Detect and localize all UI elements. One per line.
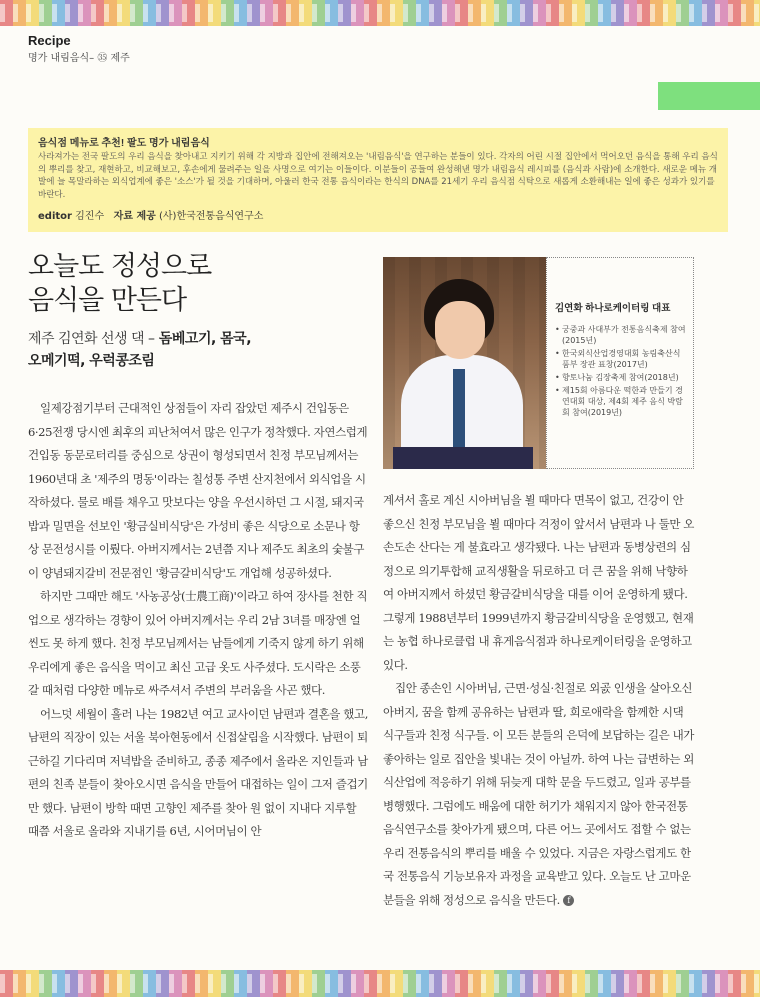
intro-body: 사라져가는 전국 팔도의 우리 음식을 찾아내고 지키기 위해 각 지방과 집안에 전해져오는 '내림음식'을 연구하는 분들이 있다. 각자의 어린 시절 집안에서 먹어오던 음식을 통해 우리 음식의 뿌리를 찾고, 재현하고, 비교해보고, 후손에게 물려주는 일을 사명으로 여기는 이들이다. 이분들이 공들여 완성해낸 명가 내림음식 레시피를 (음식과 사람)에 소개한다. 새로운 메뉴 개발에 늘 목말라하는 외식업계에 좋은 '소스'가 될 것을 기대하며, 아울러 한국 전통 음식이라는 한식의 DNA를 21세기 우리 음식점 식탁으로 새롭게 소환해내는 일에 좋은 성과가 있기를 바란다.	[38, 152, 718, 200]
subtitle-dishes-1: 돔베고기, 몸국,	[154, 331, 252, 347]
intro-title: 음식점 메뉴로 추천! 팔도 명가 내림음식	[38, 138, 210, 149]
profile-item: • 한국외식산업경영대회 농림축산식품부 장관 표창(2017년)	[555, 348, 687, 370]
profile-list	[555, 324, 687, 418]
editor-label: editor	[38, 211, 72, 222]
subtitle-dishes-2: 오메기떡, 우럭콩조림	[28, 353, 155, 369]
paragraph: 하지만 그때만 해도 '사농공상(士農工商)'이라고 하여 장사를 천한 직업으로 생각하는 경향이 있어 아버지께서는 우리 2남 3녀를 매장엔 얼씬도 못 하게 했다. 친정 부모님께서는 남들에게 기죽지 않게 하기 위해 우리에게 좋은 음식을 먹이고 최신 고급 옷도 사주셨다. 도시락은 소풍 갈 때처럼 다양한 메뉴로 싸주셔서 주변의 부러움을 사곤 했다.	[28, 589, 368, 697]
editor-name: 김진수	[75, 211, 105, 222]
article-column-right	[383, 489, 695, 912]
intro-box	[28, 128, 728, 232]
subtitle-prefix: 제주 김연화 선생 댁 –	[28, 331, 155, 347]
subtitle	[28, 328, 368, 372]
profile-item: • 제15회 아름다운 떡한과 만들기 경연대회 대상, 제4회 제주 음식 박람회 참여(2019년)	[555, 385, 687, 418]
decorative-border-bottom	[0, 970, 760, 997]
series-label: 명가 내림음식– ㉟ 제주	[28, 53, 130, 64]
page-title	[28, 250, 368, 318]
article-column-left	[28, 397, 368, 844]
credits	[38, 207, 718, 222]
end-mark-icon: f	[563, 895, 574, 906]
title-line-1: 오늘도 정성으로	[28, 251, 212, 282]
source-label: 자료 제공	[113, 211, 156, 222]
paragraph: 어느덧 세월이 흘러 나는 1982년 여고 교사이던 남편과 결혼을 했고, 남편의 직장이 있는 서울 북아현동에서 신접살림을 시작했다. 남편이 퇴근하길 기다리며 저녁밥을 준비하고, 종종 제주에서 올라온 지인들과 남편의 친족 분들이 찾아오시면 음식을 만들어 대접하는 일이 그저 즐겁기만 했다. 남편이 방학 때면 고향인 제주를 찾아 원 없이 지내다 지루할 때쯤 서울로 올라와 지내기를 6년, 시어머님이 안	[28, 706, 368, 838]
title-line-2: 음식을 만든다	[28, 285, 187, 316]
profile-item: • 궁중과 사대부가 전통음식축제 참여(2015년)	[555, 324, 687, 346]
paragraph: 일제강점기부터 근대적인 상점들이 자리 잡았던 제주시 건입동은 6·25전쟁 당시엔 최후의 피난처여서 많은 인구가 정착했다. 자연스럽게 건입동 동문로터리를 중심으로 상권이 형성되면서 친정 부모님께서는 1960년대 초 '제주의 명동'이라는 칠성통 주변 산지천에서 외식업을 시작하셨다. 물로 배를 채우고 맛보다는 양을 우선시하던 그 시절, 돼지국밥과 밀면을 선보인 '황금실비식당'은 가성비 좋은 식당으로 소문나 항상 문전성시를 이뤘다. 아버지께서는 2년쯤 지나 제주도 최초의 숯불구이 양념돼지갈비 전문점인 '황금갈비식당'도 개업해 성공하셨다.	[28, 401, 368, 580]
paragraph	[383, 677, 695, 912]
source-name: (사)한국전통음식연구소	[158, 211, 264, 222]
decorative-border-top	[0, 0, 760, 26]
profile-caption	[546, 257, 694, 469]
section-label: Recipe	[28, 33, 71, 48]
paragraph: 계셔서 홀로 계신 시아버님을 뵐 때마다 면목이 없고, 건강이 안 좋으신 친정 부모님을 뵐 때마다 걱정이 앞서서 남편과 나 둘만 오손도손 산다는 게 불효라고 생각됐다. 나는 남편과 동병상련의 심정으로 의기투합해 교직생활을 뒤로하고 더 큰 꿈을 위해 낙향하여 아버지께서 하셨던 황금갈비식당을 대를 이어 운영하게 됐다. 그렇게 1988년부터 1999년까지 황금갈비식당을 운영했고, 현재는 농협 하나로클럽 내 휴게음식점과 하나로케이터링을 운영하고 있다.	[383, 493, 694, 672]
profile-name: 김연화 하나로케이터링 대표	[555, 303, 671, 314]
paragraph-text: 집안 종손인 시아버님, 근면·성실·친절로 외곬 인생을 살아오신 아버지, 꿈을 함께 공유하는 남편과 딸, 희로애락을 함께한 시댁 식구들과 친정 식구들. 이 모든 분들의 은덕에 보답하는 길은 내가 좋아하는 일로 집안을 빛내는 것이 아닐까. 하여 나는 급변하는 외식산업에 적응하기 위해 뒤늦게 대학 문을 두드렸고, 일과 공부를 병행했다. 그럼에도 배움에 대한 허기가 채워지지 않아 한국전통음식연구소를 찾아가게 됐으며, 다른 어느 곳에서도 접할 수 없는 우리 전통음식의 뿌리를 배울 수 있었다. 지금은 자랑스럽게도 한국 전통음식 기능보유자 과정을 교육받고 있다. 오늘도 난 고마운 분들을 위해 정성으로 음식을 만든다.	[383, 681, 694, 907]
color-tab	[658, 82, 760, 110]
portrait-photo	[383, 257, 546, 469]
profile-item: • 향토나눔 김장축제 참여(2018년)	[555, 372, 687, 383]
